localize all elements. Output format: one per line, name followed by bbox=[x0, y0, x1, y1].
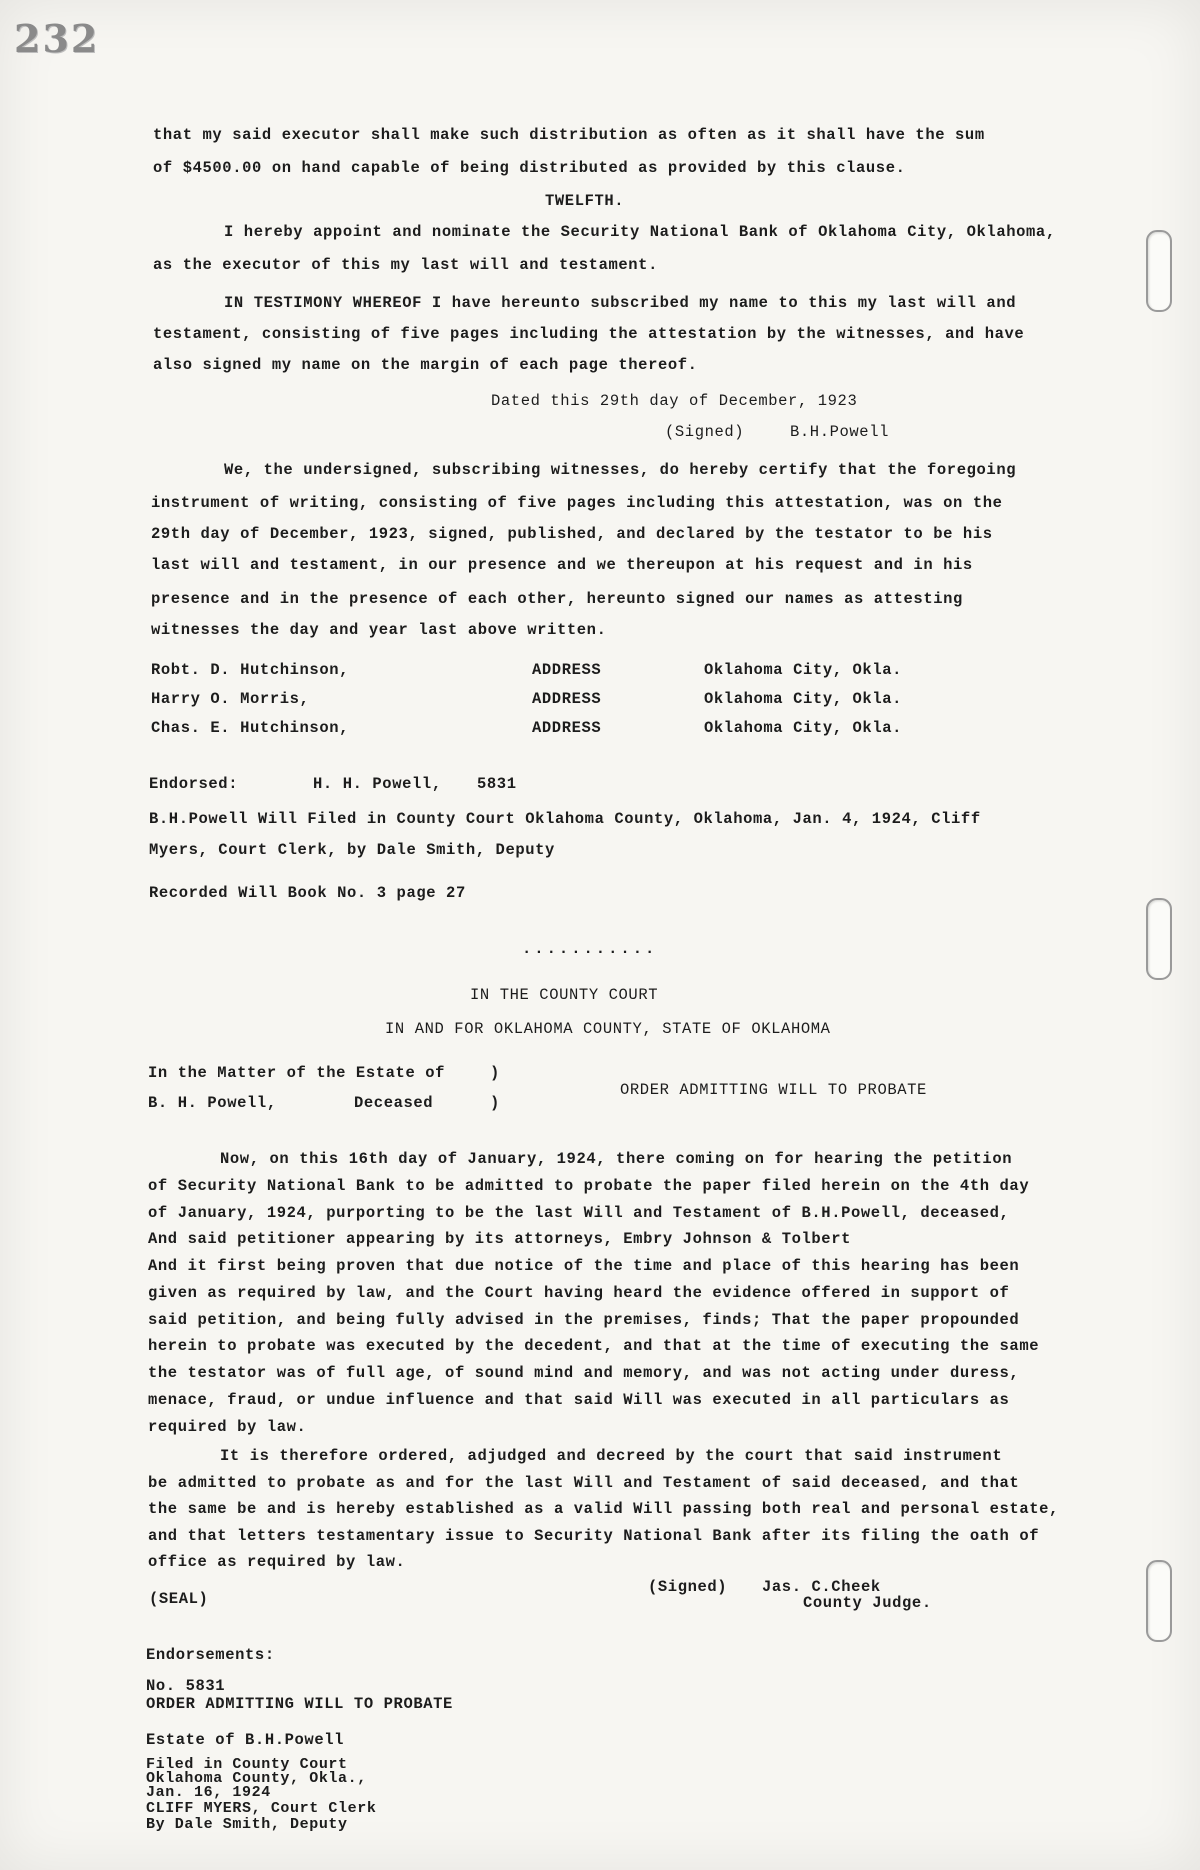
witness-address-label: ADDRESS bbox=[532, 719, 602, 737]
caption-line: In the Matter of the Estate of bbox=[148, 1064, 446, 1082]
will-text-line: also signed my name on the margin of each page thereof. bbox=[153, 356, 698, 374]
recorded-line: Recorded Will Book No. 3 page 27 bbox=[149, 884, 466, 902]
order-line: be admitted to probate as and for the last Will and Testament of said deceased, and that bbox=[148, 1474, 1020, 1492]
judge-signed-label: (Signed) bbox=[648, 1578, 728, 1596]
court-heading: IN THE COUNTY COURT bbox=[470, 986, 659, 1004]
endorsements-filed: Jan. 16, 1924 bbox=[146, 1784, 271, 1801]
attestation-line: witnesses the day and year last above written. bbox=[151, 621, 607, 639]
witness-address: Oklahoma City, Okla. bbox=[704, 661, 903, 679]
endorsements-filed: Filed in County Court bbox=[146, 1756, 348, 1773]
order-line: And said petitioner appearing by its attorneys, Embry Johnson & Tolbert bbox=[148, 1230, 852, 1248]
order-title: ORDER ADMITTING WILL TO PROBATE bbox=[620, 1081, 927, 1099]
endorsed-label: Endorsed: bbox=[149, 775, 239, 793]
signed-name: B.H.Powell bbox=[790, 423, 890, 441]
order-line: said petition, and being fully advised in the premises, finds; That the paper propounded bbox=[148, 1311, 1020, 1329]
endorsements-heading: Endorsements: bbox=[146, 1646, 275, 1664]
attestation-line: last will and testament, in our presence and we thereupon at his request and in his bbox=[151, 556, 973, 574]
witness-address: Oklahoma City, Okla. bbox=[704, 719, 903, 737]
will-text-line: that my said executor shall make such distribution as often as it shall have the sum bbox=[153, 126, 985, 144]
witness-name: Robt. D. Hutchinson, bbox=[151, 661, 350, 679]
endorsements-number: No. 5831 bbox=[146, 1677, 226, 1695]
caption-paren: ) bbox=[490, 1064, 500, 1082]
order-line: It is therefore ordered, adjudged and decreed by the court that said instrument bbox=[220, 1447, 1003, 1465]
endorsements-filed: CLIFF MYERS, Court Clerk bbox=[146, 1800, 377, 1817]
witness-address: Oklahoma City, Okla. bbox=[704, 690, 903, 708]
order-line: And it first being proven that due notice of the time and place of this hearing has been bbox=[148, 1257, 1020, 1275]
caption-paren: ) bbox=[490, 1094, 500, 1112]
judge-title: County Judge. bbox=[803, 1594, 932, 1612]
attestation-line: We, the undersigned, subscribing witnesses, do hereby certify that the foregoing bbox=[224, 461, 1017, 479]
order-line: of January, 1924, purporting to be the last Will and Testament of B.H.Powell, deceased, bbox=[148, 1204, 1010, 1222]
court-heading: IN AND FOR OKLAHOMA COUNTY, STATE OF OKLAHOMA bbox=[385, 1020, 831, 1038]
will-text-line: testament, consisting of five pages including the attestation by the witnesses, and have bbox=[153, 325, 1025, 343]
will-text-line: as the executor of this my last will and testament. bbox=[153, 256, 658, 274]
separator-dots: ........... bbox=[522, 940, 658, 958]
order-line: and that letters testamentary issue to Security National Bank after its filing the oath of bbox=[148, 1527, 1040, 1545]
order-line: the testator was of full age, of sound mind and memory, and was not acting under duress, bbox=[148, 1364, 1020, 1382]
order-line: the same be and is hereby established as a valid Will passing both real and personal estate, bbox=[148, 1500, 1059, 1518]
endorsed-name: H. H. Powell, bbox=[313, 775, 442, 793]
section-heading: TWELFTH. bbox=[545, 192, 625, 210]
order-line: herein to probate was executed by the decedent, and that at the time of executing the same bbox=[148, 1337, 1040, 1355]
will-text-line: I hereby appoint and nominate the Security National Bank of Oklahoma City, Oklahoma, bbox=[224, 223, 1056, 241]
judge-name: Jas. C.Cheek bbox=[762, 1578, 881, 1596]
order-line: of Security National Bank to be admitted to probate the paper filed herein on the 4th day bbox=[148, 1177, 1030, 1195]
witness-name: Harry O. Morris, bbox=[151, 690, 310, 708]
endorsements-title: ORDER ADMITTING WILL TO PROBATE bbox=[146, 1695, 453, 1713]
signed-label: (Signed) bbox=[665, 423, 745, 441]
endorsed-number: 5831 bbox=[477, 775, 517, 793]
attestation-line: presence and in the presence of each other, hereunto signed our names as attesting bbox=[151, 590, 963, 608]
order-line: given as required by law, and the Court having heard the evidence offered in support of bbox=[148, 1284, 1010, 1302]
will-text-line: IN TESTIMONY WHEREOF I have hereunto subscribed my name to this my last will and bbox=[224, 294, 1017, 312]
witness-address-label: ADDRESS bbox=[532, 690, 602, 708]
seal-label: (SEAL) bbox=[149, 1590, 209, 1608]
endorsements-filed: By Dale Smith, Deputy bbox=[146, 1816, 348, 1833]
caption-name: B. H. Powell, bbox=[148, 1094, 277, 1112]
endorsements-estate: Estate of B.H.Powell bbox=[146, 1731, 345, 1749]
binder-hole-top bbox=[1146, 230, 1172, 312]
attestation-line: instrument of writing, consisting of five pages including this attestation, was on the bbox=[151, 494, 1003, 512]
binder-hole-bottom bbox=[1146, 1560, 1172, 1642]
witness-name: Chas. E. Hutchinson, bbox=[151, 719, 350, 737]
attestation-line: 29th day of December, 1923, signed, published, and declared by the testator to be his bbox=[151, 525, 993, 543]
dated-line: Dated this 29th day of December, 1923 bbox=[491, 392, 858, 410]
endorsements-filed: Oklahoma County, Okla., bbox=[146, 1770, 367, 1787]
order-line: menace, fraud, or undue influence and that said Will was executed in all particulars as bbox=[148, 1391, 1010, 1409]
filed-line: Myers, Court Clerk, by Dale Smith, Deputy bbox=[149, 841, 555, 859]
filed-line: B.H.Powell Will Filed in County Court Oklahoma County, Oklahoma, Jan. 4, 1924, Cliff bbox=[149, 810, 981, 828]
order-line: office as required by law. bbox=[148, 1553, 406, 1571]
order-line: Now, on this 16th day of January, 1924, there coming on for hearing the petition bbox=[220, 1150, 1013, 1168]
will-text-line: of $4500.00 on hand capable of being distributed as provided by this clause. bbox=[153, 159, 906, 177]
caption-deceased: Deceased bbox=[354, 1094, 434, 1112]
order-line: required by law. bbox=[148, 1418, 307, 1436]
witness-address-label: ADDRESS bbox=[532, 661, 602, 679]
binder-hole-middle bbox=[1146, 898, 1172, 980]
page-number: 232 bbox=[14, 16, 100, 61]
